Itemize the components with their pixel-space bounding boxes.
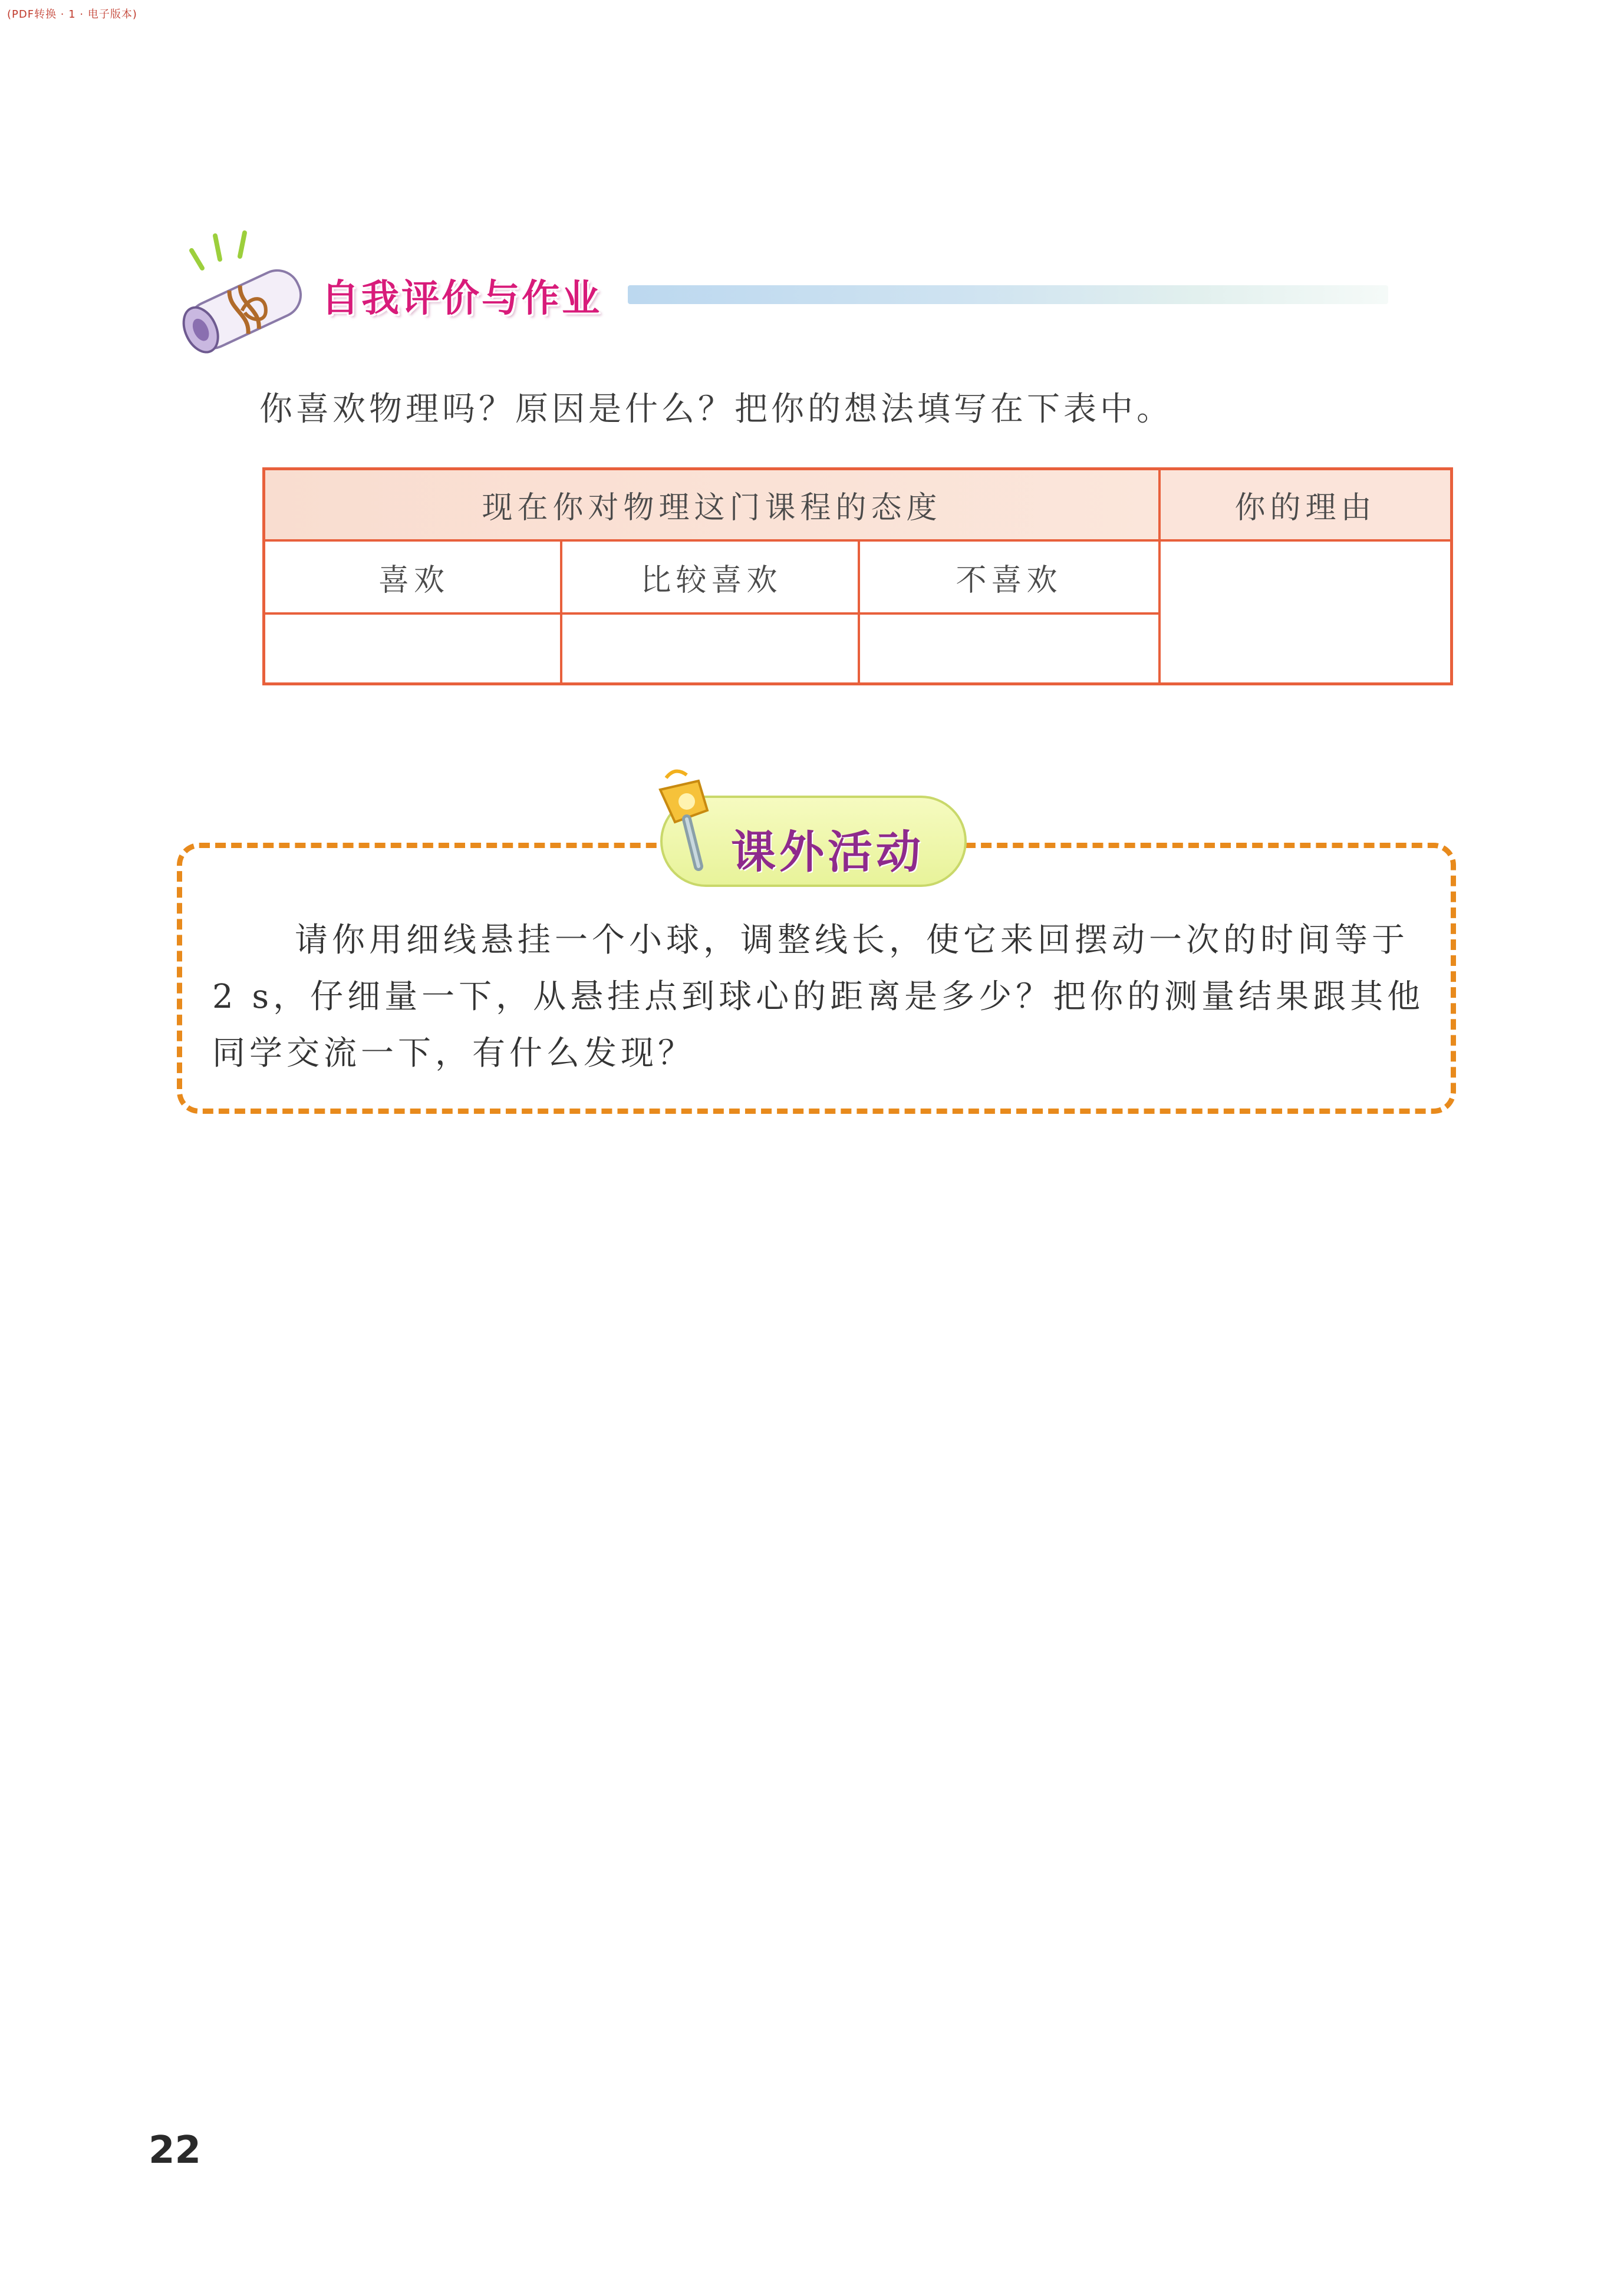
section-title: 自我评价与作业 bbox=[321, 277, 602, 321]
table-divider bbox=[1158, 470, 1161, 682]
option-like: 喜欢 bbox=[378, 563, 449, 598]
table-divider bbox=[265, 612, 1158, 615]
option-dislike: 不喜欢 bbox=[956, 563, 1062, 598]
section-header-bar bbox=[628, 285, 1388, 304]
header-reason: 你的理由 bbox=[1161, 470, 1450, 542]
option-somewhat-like: 比较喜欢 bbox=[640, 563, 782, 598]
answer-like-cell[interactable] bbox=[265, 615, 562, 682]
survey-table bbox=[262, 467, 1453, 685]
bell-icon bbox=[643, 766, 731, 884]
header-attitude: 现在你对物理这门课程的态度 bbox=[265, 470, 1161, 542]
watermark-text: (PDF转换 · 1 · 电子版本) bbox=[7, 8, 137, 21]
answer-somewhat-like-cell[interactable] bbox=[562, 615, 860, 682]
activity-text: 请你用细线悬挂一个小球，调整线长，使它来回摆动一次的时间等于2 s，仔细量一下，从悬挂点到球心的距离是多少？把你的测量结果跟其他同学交流一下，有什么发现？ bbox=[212, 921, 1425, 1073]
activity-title: 课外活动 bbox=[731, 826, 924, 878]
question-text: 你喜欢物理吗？原因是什么？把你的想法填写在下表中。 bbox=[259, 390, 1173, 428]
answer-reason-cell[interactable] bbox=[1161, 542, 1450, 682]
answer-dislike-cell[interactable] bbox=[860, 615, 1158, 682]
page-number: 22 bbox=[149, 2129, 202, 2172]
scroll-icon bbox=[168, 227, 321, 362]
